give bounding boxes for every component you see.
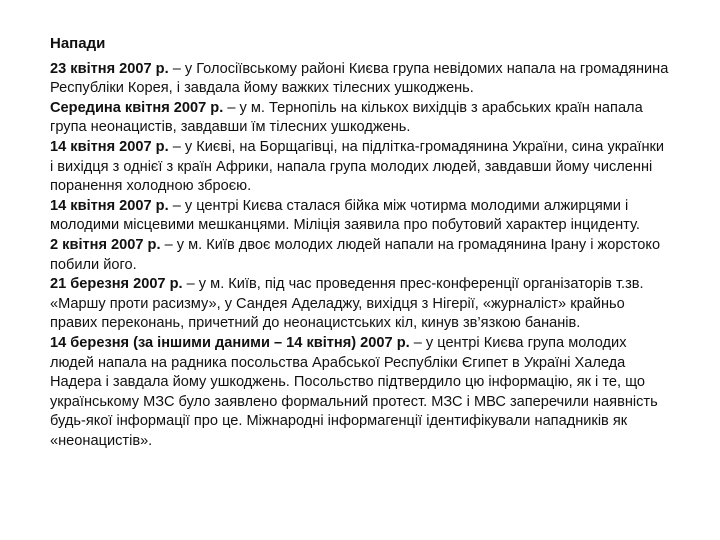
incident-entry [50,60,670,99]
incident-text: – у м. Київ двоє молодих людей напали на громадянина Ірану і жорстоко побили його. [50,236,661,273]
incident-text: – у Києві, на Борщагівці, на підлітка-громадянина України, сина українки і вихідця з однієї з країн Африки, напала група молодих людей, завдавши йому численні поранення холодною зброєю. [50,138,665,195]
incident-date: 21 березня 2007 р. [50,276,183,293]
incident-entry [50,99,670,138]
incident-text: – у Голосіївському районі Києва група невідомих напала на громадянина Республіки Корея, і завдала йому важких тілесних ушкоджень. [50,60,669,97]
slide-title: Напади [50,35,106,52]
incident-date: 14 квітня 2007 р. [50,138,169,155]
incident-date: 2 квітня 2007 р. [50,236,161,253]
incident-entry [50,275,670,334]
incident-entry [50,197,670,236]
incident-text: – у центрі Києва група молодих людей напала на радника посольства Арабської Республіки Єгипет в Україні Халеда Надера і завдала йому ушкоджень. Посольство підтвердило цю інформацію, як і те, що українському МЗС було заявлено формальний протест. МЗС і МВС заперечили наявність будь-якої інформації про це. Міжнародні інформагенції ідентифікували нападників як «неонацистів». [50,334,658,449]
slide-content [50,34,670,451]
incident-entry [50,236,670,275]
incident-text: – у м. Тернопіль на кількох вихідців з арабських країн напала група неонацистів, завдавши їм тілесних ушкоджень. [50,99,643,136]
incident-date: Середина квітня 2007 р. [50,99,224,116]
incident-date: 14 квітня 2007 р. [50,197,169,214]
incident-entry [50,138,670,197]
incident-entry [50,334,670,452]
incident-date: 23 квітня 2007 р. [50,60,169,77]
incident-text: – у центрі Києва сталася бійка між чотирма молодими алжирцями і молодими місцевими мешканцями. Міліція заявила про побутовий характер інциденту. [50,197,640,234]
incident-date: 14 березня (за іншими даними – 14 квітня) 2007 р. [50,334,410,351]
incident-text: – у м. Київ, під час проведення прес-конференції організаторів т.зв. «Маршу проти расизму», у Сандея Аделаджу, вихідця з Нігерії, «журналіст» крайньо правих переконань, причетний до неонацистських кіл, кинув зв’язкою бананів. [50,276,644,332]
